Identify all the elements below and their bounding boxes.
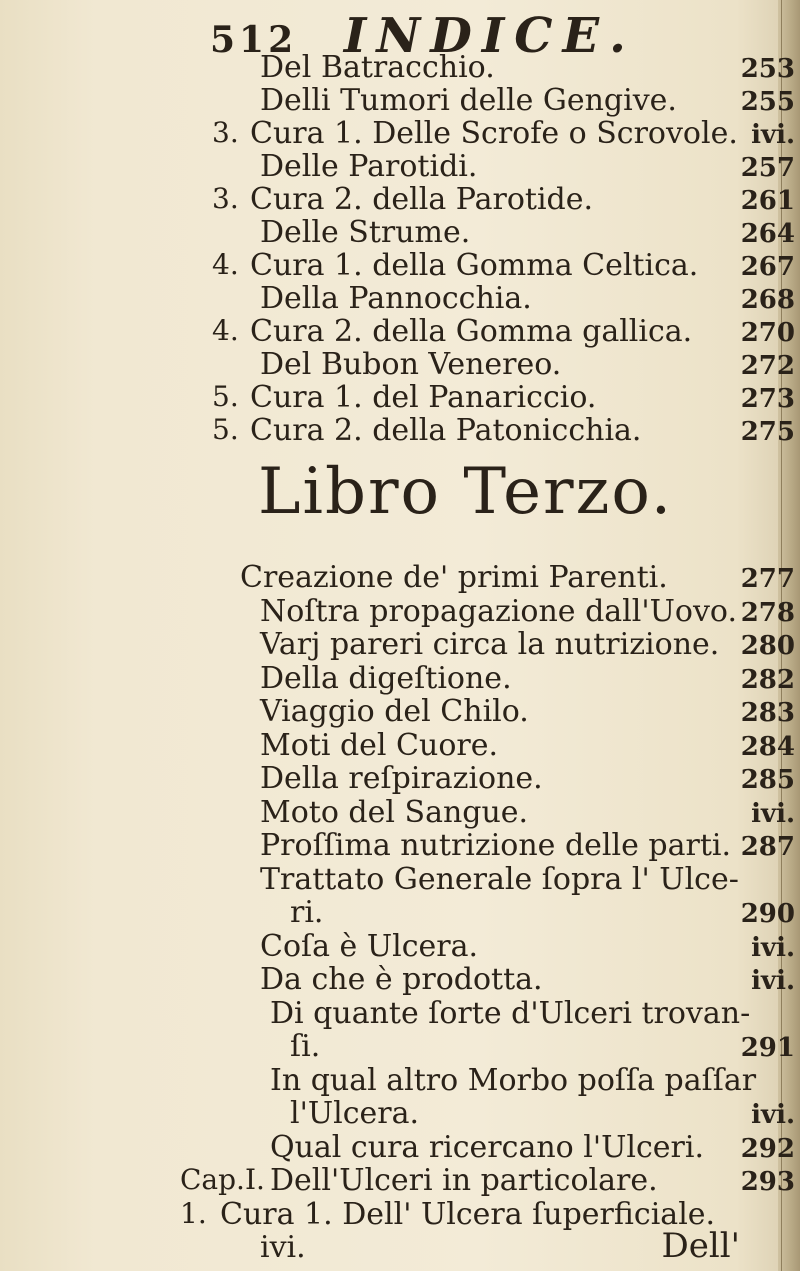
running-title: INDICE. xyxy=(343,8,636,64)
entry-page: ivi. xyxy=(751,798,795,829)
entry-page: 268 xyxy=(740,285,795,315)
entry-page: 290 xyxy=(740,899,795,929)
entry-text: Creazione de' primi Parenti. xyxy=(240,560,668,595)
index-entry xyxy=(200,50,795,84)
entry-text: In qual altro Morbo poſſa paſſar xyxy=(270,1062,757,1098)
entry-text: Cura 1. del Panariccio. xyxy=(250,380,597,415)
index-entry xyxy=(180,862,795,896)
entry-text: Delle Strume. xyxy=(260,215,471,250)
entry-marker: 4. xyxy=(212,314,239,347)
entry-marker: 3. xyxy=(212,116,239,149)
page-number: 512 xyxy=(210,19,298,61)
index-entry xyxy=(200,248,795,282)
entry-text: ſi. xyxy=(290,1029,321,1064)
index-entry xyxy=(200,149,795,183)
entry-text: ivi. xyxy=(260,1230,306,1265)
entry-marker: 5. xyxy=(212,380,239,413)
entry-page: ivi. xyxy=(751,120,795,150)
entry-page: 278 xyxy=(740,597,795,628)
entry-page: ivi. xyxy=(751,932,795,963)
index-entry xyxy=(180,661,795,695)
entry-page: 293 xyxy=(740,1167,795,1197)
entry-text: Della digeſtione. xyxy=(260,660,512,696)
index-entry xyxy=(180,627,795,661)
entry-page: 282 xyxy=(740,664,795,695)
entry-text: Trattato Generale ſopra l' Ulce- xyxy=(260,861,739,897)
entry-page: ivi. xyxy=(751,966,795,996)
entry-text: Moto del Sangue. xyxy=(260,794,529,830)
index-entry xyxy=(200,380,795,414)
entry-page: 261 xyxy=(740,186,795,216)
index-entry xyxy=(200,413,795,447)
entry-page: 255 xyxy=(740,87,795,117)
entry-text: Moti del Cuore. xyxy=(260,727,499,763)
entry-marker: Cap.I. xyxy=(180,1163,265,1196)
index-entry xyxy=(200,314,795,348)
entry-page: 284 xyxy=(740,731,795,762)
index-entry xyxy=(180,895,795,929)
entry-text: Cura 1. della Gomma Celtica. xyxy=(250,248,699,283)
entry-page: 277 xyxy=(740,564,795,594)
entry-text: Proſſima nutrizione delle parti. xyxy=(260,828,732,863)
entry-text: Cura 2. della Parotide. xyxy=(250,182,594,217)
index-entry xyxy=(180,1096,795,1130)
entry-page: 280 xyxy=(740,631,795,661)
entry-text: Dell'Ulceri in particolare. xyxy=(270,1163,658,1198)
entry-page: ivi. xyxy=(751,1100,795,1130)
index-entry xyxy=(180,1130,795,1164)
entry-marker: 3. xyxy=(212,182,239,215)
entry-text: Varj pareri circa la nutrizione. xyxy=(260,627,720,662)
index-entry xyxy=(200,347,795,381)
entry-page: 272 xyxy=(740,351,795,381)
entry-text: ri. xyxy=(290,895,324,930)
index-entry xyxy=(180,694,795,728)
index-entry xyxy=(180,929,795,963)
index-entry xyxy=(200,182,795,216)
entry-page: 264 xyxy=(740,219,795,249)
entry-text: Da che è prodotta. xyxy=(260,962,543,997)
entry-text: Cura 1. Delle Scrofe o Scrovole. xyxy=(250,116,738,151)
entry-text: Delle Parotidi. xyxy=(260,149,478,184)
entry-text: Della Pannocchia. xyxy=(260,281,532,316)
index-entry xyxy=(200,116,795,150)
entry-page: 287 xyxy=(740,832,795,862)
entry-text: Cura 1. Dell' Ulcera ſuperficiale. xyxy=(220,1196,716,1232)
index-entry xyxy=(200,83,795,117)
entry-page: 273 xyxy=(740,384,795,414)
entry-text: Del Batracchio. xyxy=(260,50,495,85)
index-entry xyxy=(180,560,795,594)
entry-page: 267 xyxy=(740,252,795,282)
entry-marker: 1. xyxy=(180,1196,207,1230)
entry-text: Noſtra propagazione dall'Uovo. xyxy=(260,593,737,629)
entry-page: 291 xyxy=(740,1033,795,1063)
index-entry xyxy=(180,728,795,762)
entry-page: 292 xyxy=(740,1133,795,1164)
entry-page: 257 xyxy=(740,153,795,183)
entry-page: 253 xyxy=(740,54,795,84)
entry-text: Coſa è Ulcera. xyxy=(260,928,479,964)
catchword: Dell' xyxy=(661,1226,740,1266)
entry-page: 283 xyxy=(740,698,795,728)
entry-text: Di quante ſorte d'Ulceri trovan- xyxy=(270,995,751,1031)
entry-text: l'Ulcera. xyxy=(290,1096,420,1131)
entry-marker: 5. xyxy=(212,413,239,446)
entry-page: 275 xyxy=(740,417,795,447)
index-entry xyxy=(200,215,795,249)
entry-text: Delli Tumori delle Gengive. xyxy=(260,83,677,118)
entry-text: Cura 2. della Gomma gallica. xyxy=(250,314,693,349)
index-entry xyxy=(180,761,795,795)
index-entry xyxy=(180,594,795,628)
entry-text: Della reſpirazione. xyxy=(260,761,543,796)
index-entry xyxy=(180,795,795,829)
index-entry xyxy=(180,1163,795,1197)
entry-text: Viaggio del Chilo. xyxy=(260,694,529,729)
entry-marker: 4. xyxy=(212,248,239,281)
entry-page: 270 xyxy=(740,318,795,348)
entry-page: 285 xyxy=(740,765,795,795)
entry-text: Cura 2. della Patonicchia. xyxy=(250,413,642,448)
index-entry xyxy=(200,281,795,315)
index-entry xyxy=(180,1063,795,1097)
index-entry xyxy=(180,828,795,862)
index-entry xyxy=(180,962,795,996)
book-heading: Libro Terzo. xyxy=(258,455,674,529)
entry-text: Qual cura ricercano l'Ulceri. xyxy=(270,1129,705,1165)
index-entry xyxy=(180,996,795,1030)
index-entry xyxy=(180,1029,795,1063)
entry-text: Del Bubon Venereo. xyxy=(260,347,562,382)
